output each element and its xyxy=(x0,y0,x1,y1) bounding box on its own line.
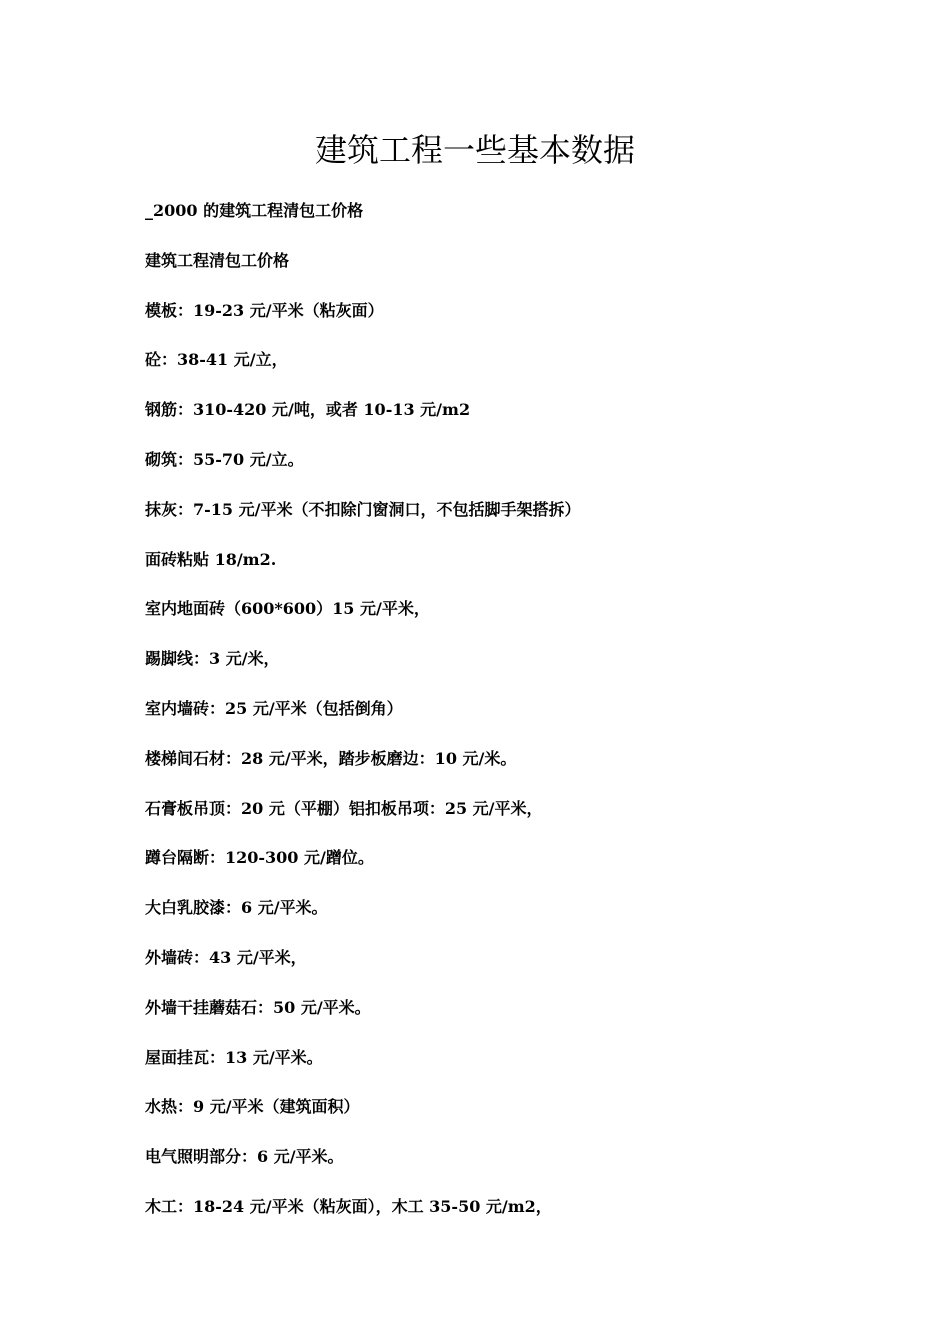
text-line: 室内地面砖（600*600）15 元/平米， xyxy=(145,599,430,619)
text-line: 外墙干挂蘑菇石：50 元/平米。 xyxy=(145,997,371,1017)
text-line: 屋面挂瓦：13 元/平米。 xyxy=(145,1047,323,1067)
text-line: 抹灰：7-15 元/平米（不扣除门窗洞口，不包括脚手架搭拆） xyxy=(145,499,581,519)
text-line: 钢筋：310-420 元/吨，或者 10-13 元/m2 xyxy=(145,400,471,420)
text-line: 大白乳胶漆：6 元/平米。 xyxy=(145,898,328,918)
text-line: 砼：38-41 元/立， xyxy=(145,350,288,370)
text-line: 木工：18-24 元/平米（粘灰面），木工 35-50 元/m2， xyxy=(145,1196,552,1216)
text-line: 踢脚线：3 元/米， xyxy=(145,649,280,669)
text-line: 楼梯间石材：28 元/平米，踏步板磨边：10 元/米。 xyxy=(145,748,517,768)
text-line: _2000 的建筑工程清包工价格 xyxy=(145,201,364,220)
text-line: 电气照明部分：6 元/平米。 xyxy=(145,1147,344,1167)
text-line: 模板：19-23 元/平米（粘灰面） xyxy=(145,300,384,320)
text-line: 石膏板吊顶：20 元（平棚）铝扣板吊项：25 元/平米， xyxy=(145,798,543,818)
text-line: 室内墙砖：25 元/平米（包括倒角） xyxy=(145,698,403,718)
document-title: 建筑工程一些基本数据 xyxy=(314,131,635,169)
text-line: 砌筑：55-70 元/立。 xyxy=(145,449,304,469)
text-line: 建筑工程清包工价格 xyxy=(145,250,290,270)
text-line: 面砖粘贴 18/m2. xyxy=(145,549,277,569)
text-line: 水热：9 元/平米（建筑面积） xyxy=(145,1097,360,1117)
price-list xyxy=(145,198,845,1244)
text-line: 蹲台隔断：120-300 元/蹭位。 xyxy=(145,848,374,868)
text-line: 外墙砖：43 元/平米， xyxy=(145,947,307,967)
